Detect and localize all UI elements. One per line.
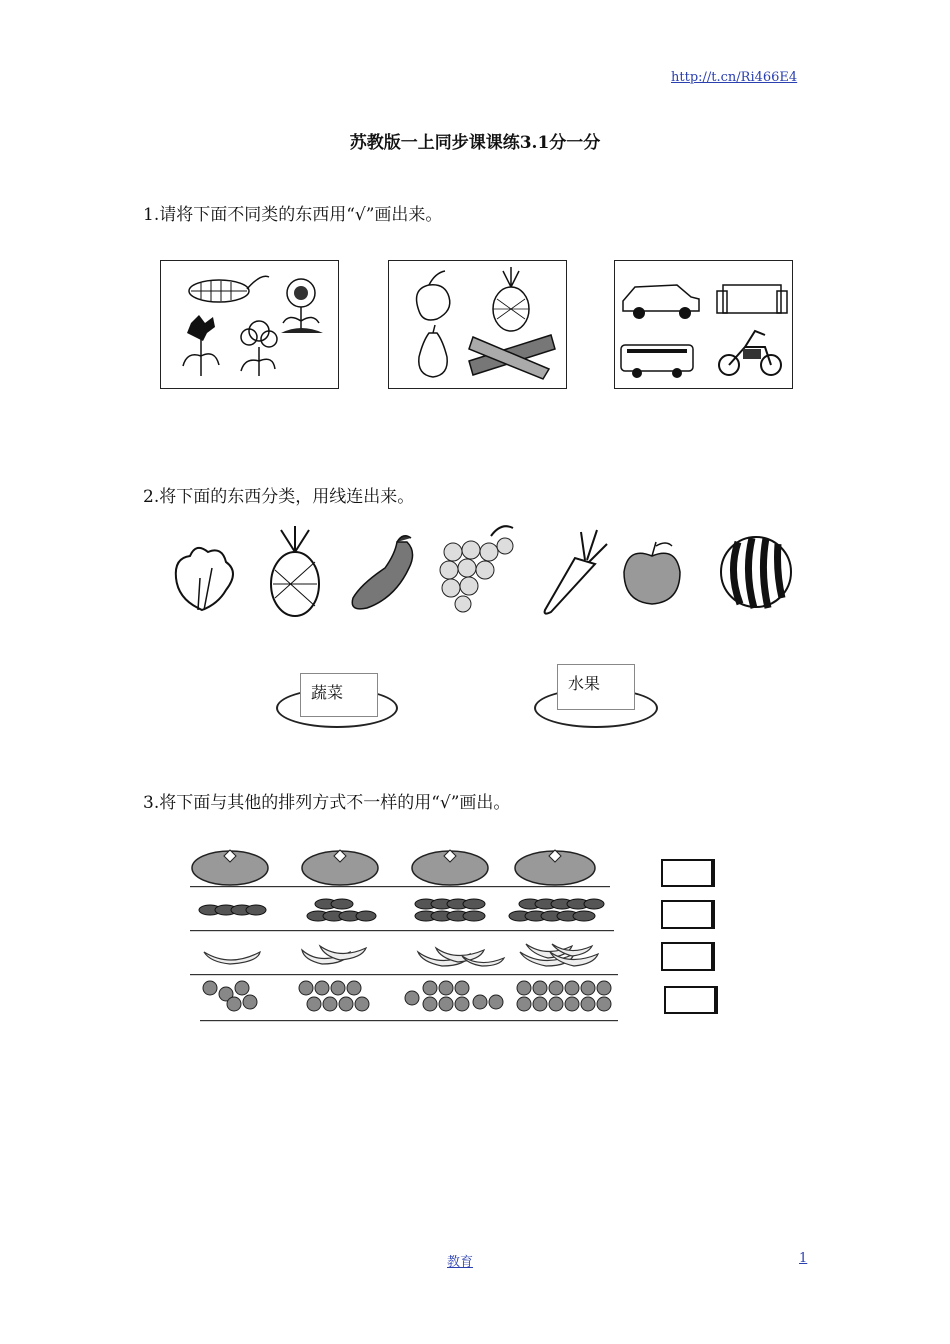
ruler-icon [469, 335, 555, 379]
page-title: 苏教版一上同步课课练3.1分一分 [349, 133, 601, 153]
orange-icon [192, 850, 268, 885]
orange-icon [515, 850, 595, 885]
q1-group-plants-art [161, 261, 338, 388]
banana-row [204, 944, 598, 966]
question-3-text: 3.将下面与其他的排列方式不一样的用“√”画出。 [143, 793, 511, 813]
orange-row [192, 850, 595, 885]
sunflower-icon [281, 279, 323, 333]
plate-label-vegetables: 蔬菜 [300, 673, 378, 717]
question-1-text: 1.请将下面不同类的东西用“√”画出来。 [143, 205, 443, 225]
row-divider [190, 974, 618, 975]
answer-box-row-4[interactable] [664, 986, 718, 1014]
q2-items [160, 518, 800, 618]
q1-group-fruits-art [389, 261, 566, 388]
corn-icon [189, 276, 269, 302]
footer-page-number: 1 [799, 1251, 808, 1266]
watermelon-icon [721, 537, 791, 608]
motorcycle-icon [719, 331, 781, 375]
eggplant-icon [352, 536, 412, 609]
car-icon [623, 285, 699, 319]
answer-box-row-3[interactable] [661, 942, 715, 971]
sweet-potato-row [199, 899, 604, 921]
header-link[interactable]: http://t.cn/Ri466E4 [671, 70, 798, 85]
answer-box-row-1[interactable] [661, 859, 715, 887]
plate-label-fruits: 水果 [557, 664, 635, 710]
answer-box-row-2[interactable] [661, 900, 715, 929]
row-divider [200, 1020, 618, 1021]
apple-row [203, 981, 611, 1011]
apple-icon [624, 542, 680, 604]
q3-rows [190, 848, 630, 1024]
peach-icon [417, 271, 450, 320]
pear-icon [419, 325, 447, 377]
footer-center-link[interactable]: 教育 [447, 1255, 474, 1270]
bus-icon [621, 345, 693, 378]
pineapple-icon [493, 267, 529, 331]
row-divider [190, 930, 614, 931]
pineapple-icon [271, 526, 319, 616]
flower-icon [183, 315, 219, 376]
carrot-icon [545, 530, 607, 614]
sofa-icon [717, 285, 787, 313]
row-divider [190, 886, 610, 887]
q1-group-vehicles [614, 260, 793, 389]
q1-group-plants [160, 260, 339, 389]
q1-group-vehicles-art [615, 261, 792, 388]
vegetable-greens-icon [176, 548, 233, 610]
flower-icon [241, 321, 277, 376]
grapes-icon [440, 526, 513, 612]
q1-group-fruits [388, 260, 567, 389]
question-2-text: 2.将下面的东西分类，用线连出来。 [143, 487, 415, 507]
orange-icon [302, 850, 378, 885]
orange-icon [412, 850, 488, 885]
